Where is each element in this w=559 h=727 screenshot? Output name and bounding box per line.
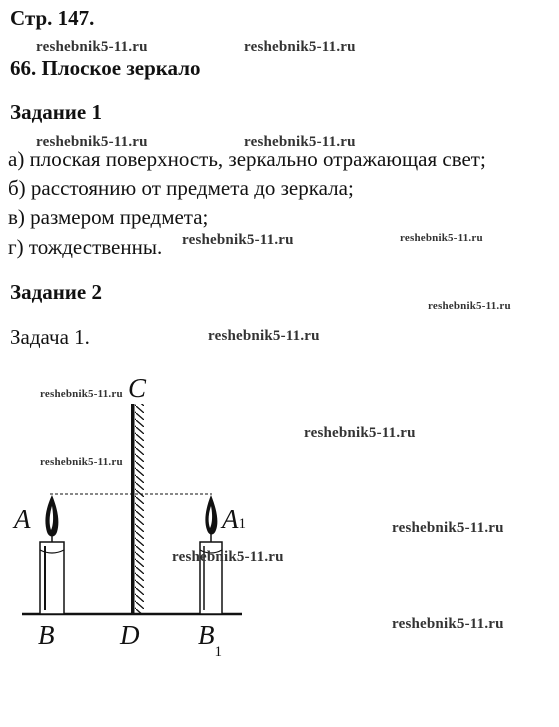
section-title: 66. Плоское зеркало — [10, 56, 201, 80]
watermark: reshebnik5-11.ru — [36, 39, 148, 55]
answer-b: б) расстоянию от предмета до зеркала; — [8, 176, 354, 200]
candle-object — [40, 495, 64, 614]
answer-c: в) размером предмета; — [8, 205, 209, 229]
watermark: reshebnik5-11.ru — [304, 425, 416, 441]
watermark: reshebnik5-11.ru — [428, 300, 511, 312]
label-b1: $B_1$ — [198, 620, 222, 660]
watermark: reshebnik5-11.ru — [40, 456, 123, 468]
label-c: C — [128, 373, 147, 403]
watermark: reshebnik5-11.ru — [244, 134, 356, 150]
answer-a: а) плоская поверхность, зеркально отражающая свет; — [8, 147, 486, 171]
watermark: reshebnik5-11.ru — [40, 388, 123, 400]
watermark: reshebnik5-11.ru — [182, 232, 294, 248]
watermark: reshebnik5-11.ru — [400, 232, 483, 244]
watermark: reshebnik5-11.ru — [392, 520, 504, 536]
watermark: reshebnik5-11.ru — [392, 616, 504, 632]
task1-heading: Задание 1 — [10, 100, 102, 124]
label-a1: A1 — [222, 504, 246, 534]
page-number: Стр. 147. — [10, 6, 95, 30]
mirror-hatching — [135, 404, 144, 615]
watermark: reshebnik5-11.ru — [244, 39, 356, 55]
problem-label: Задача 1. — [10, 325, 90, 349]
label-b: B — [38, 620, 55, 650]
mirror-surface — [131, 404, 135, 615]
label-a: A — [14, 504, 31, 534]
watermark: reshebnik5-11.ru — [208, 328, 320, 344]
label-d: D — [120, 620, 140, 650]
task2-heading: Задание 2 — [10, 280, 102, 304]
answer-d: г) тождественны. — [8, 235, 163, 259]
watermark: reshebnik5-11.ru — [172, 549, 284, 565]
watermark: reshebnik5-11.ru — [36, 134, 148, 150]
